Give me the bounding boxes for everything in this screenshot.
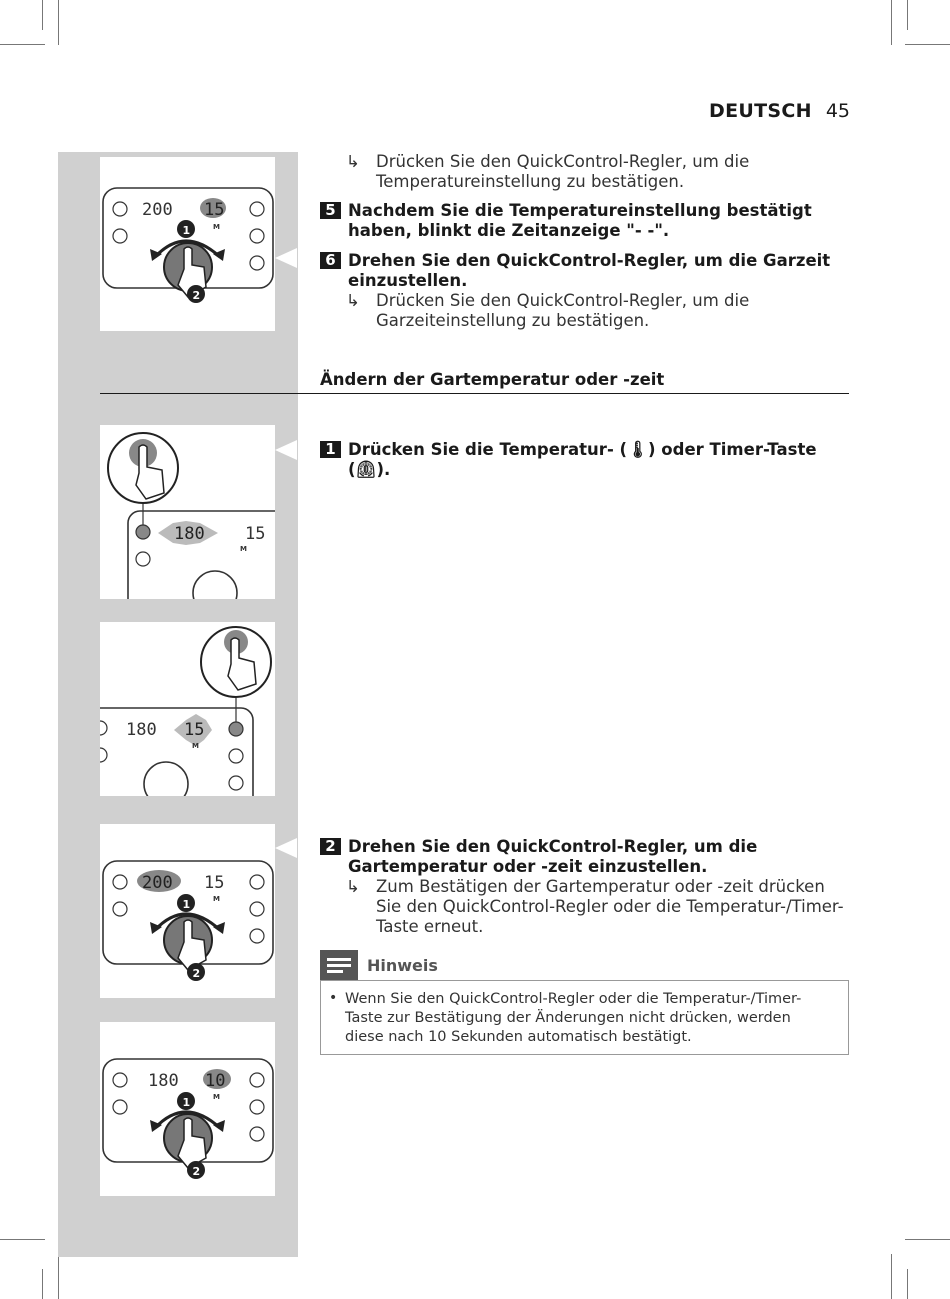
result-arrow-icon: ↳ [346,152,360,171]
mode-label: M [240,545,247,553]
instruction-block-top [320,152,850,331]
callout-2: 2 [192,1165,201,1178]
step-number: 2 [320,838,341,855]
callout-2: 2 [192,289,201,302]
pointer [275,248,297,268]
time-display: 15 [204,200,225,220]
step-text: Nachdem Sie die Temperatureinstellung bestätigt haben, blinkt die Zeitanzeige "- -". [348,201,812,240]
pointer [275,440,297,460]
step-number: 1 [320,441,341,458]
callout-1: 1 [182,1096,191,1109]
callout-1: 1 [182,898,191,911]
mode-label: M [192,742,199,750]
crop-mark [907,1269,908,1299]
note-box [320,980,849,1055]
crop-mark [907,0,908,30]
result-text: Zum Bestätigen der Gartemperatur oder -zeit drücken Sie den QuickControl-Regler oder die Temperatur-/Timer-Taste erneut. [376,877,844,936]
section-divider [100,393,849,394]
illustration-press-timer [100,622,275,796]
instruction-step-1 [320,440,850,480]
crop-mark [0,44,45,45]
time-display: 15 [245,524,266,544]
temperature-display: 180 [174,524,205,544]
illustration-adjust-time [100,1022,275,1196]
mode-label: M [213,895,220,903]
mode-label: M [213,1093,220,1101]
step-text: Drehen Sie den QuickControl-Regler, um die Garzeit einzustellen. [348,251,831,290]
crop-mark [905,1239,950,1240]
crop-mark [905,44,950,45]
section-title: Ändern der Gartemperatur oder -zeit [320,370,665,389]
note-title: Hinweis [367,956,438,975]
step-6 [320,251,850,291]
temperature-display: 200 [142,200,173,220]
time-display: 15 [204,873,225,893]
illustration-set-time [100,157,275,331]
bullet: • [329,990,338,1006]
result-line [320,877,850,937]
result-text: Drücken Sie den QuickControl-Regler, um die Temperatureinstellung zu bestätigen. [376,152,750,191]
illustration-adjust-temperature [100,824,275,998]
language-label: DEUTSCH [709,100,812,122]
mode-label: M [213,223,220,231]
crop-mark [42,0,43,30]
callout-1: 1 [182,224,191,237]
result-text: Drücken Sie den QuickControl-Regler, um die Garzeiteinstellung zu bestätigen. [376,291,750,330]
pointer [275,838,297,858]
illustration-press-temperature [100,425,275,599]
crop-mark [891,1254,892,1299]
result-arrow-icon: ↳ [346,291,360,310]
page-number: 45 [825,100,850,122]
note-icon [320,950,358,980]
crop-mark [0,1239,45,1240]
note-header [320,950,850,980]
time-display: 15 [184,720,205,740]
step-number: 6 [320,252,341,269]
callout-2: 2 [192,967,201,980]
temperature-display: 180 [126,720,157,740]
result-line [320,152,850,192]
temperature-display: 180 [148,1071,179,1091]
step-text: Drücken Sie die Temperatur- (🌡) oder Timer-Taste (⏲). [348,440,817,479]
result-arrow-icon: ↳ [346,877,360,896]
page-header [709,100,850,122]
crop-mark [58,0,59,45]
step-5 [320,201,850,241]
instruction-step-2 [320,837,850,937]
step-number: 5 [320,202,341,219]
temperature-display: 200 [142,873,173,893]
step-text: Drehen Sie den QuickControl-Regler, um die Gartemperatur oder -zeit einzustellen. [348,837,758,876]
note-text: Wenn Sie den QuickControl-Regler oder die Temperatur-/Timer-Taste zur Bestätigung der Änderungen nicht drücken, werden diese nach 10 Sekunden automatisch bestätigt. [345,991,802,1045]
crop-mark [58,1254,59,1299]
time-display: 10 [205,1071,226,1091]
crop-mark [891,0,892,45]
crop-mark [42,1269,43,1299]
result-line [320,291,850,331]
